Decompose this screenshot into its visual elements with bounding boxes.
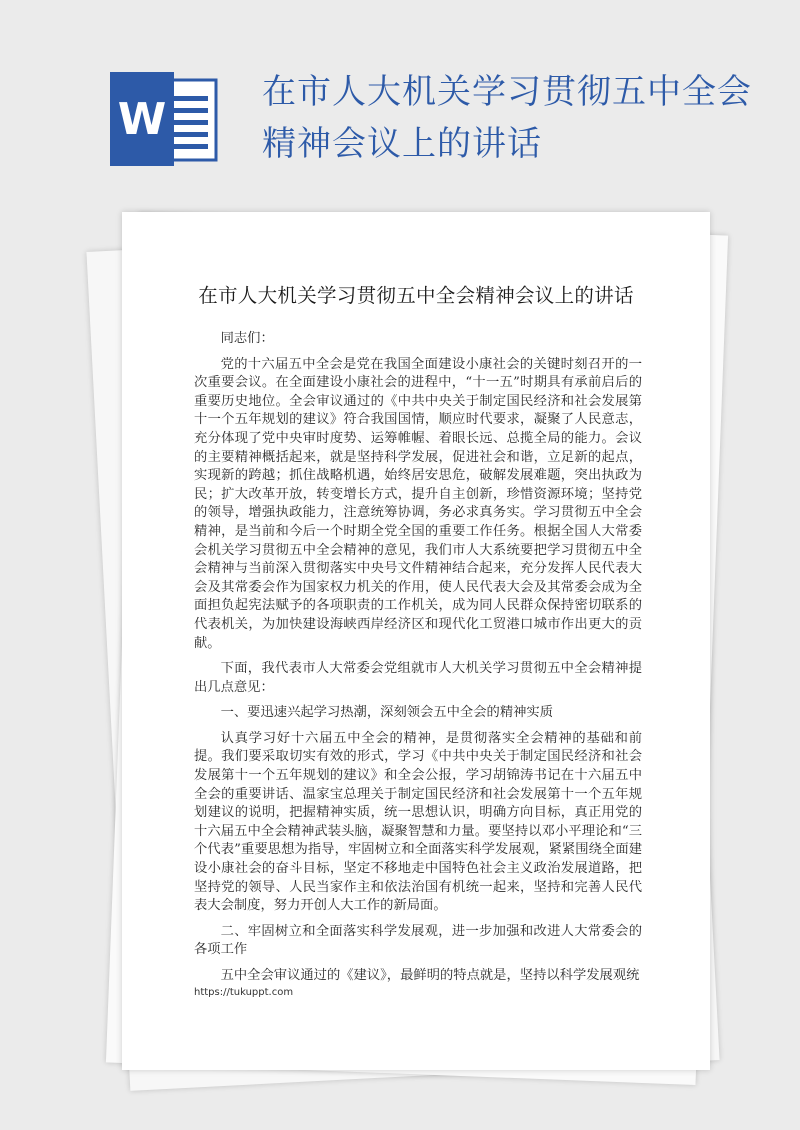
document-title: 在市人大机关学习贯彻五中全会精神会议上的讲话 [198,284,634,307]
word-logo-letter: W [117,94,167,145]
section-heading: 一、要迅速兴起学习热潮，深刻领会五中全会的精神实质 [220,705,554,721]
document-page [122,212,710,1070]
paragraph: 认真学习好十六届五中全会的精神，是贯彻落实全会精神的基础和前提。我们要采取切实有效的形式，学习《中共中央关于制定国民经济和社会发展第十一个五年规划的建议》和全会公报，学习胡锦涛书记在十六届五中全会的重要讲话、温家宝总理关于制定国民经济和社会发展第十一个五年规划建议的说明，把握精神实质，统一思想认识，明确方向目标，真正用党的十六届五中全会精神武装头脑，凝聚智慧和力量。要坚持以邓小平理论和“三个代表”重要思想为指导，牢固树立和全面落实科学发展观，紧紧围绕全面建设小康社会的奋斗目标，坚定不移地走中国特色社会主义政治发展道路，把坚持党的领导、人民当家作主和依法治国有机统一起来，坚持和完善人民代表大会制度，努力开创人大工作的新局面。 [194,730,642,914]
paragraph-salutation: 同志们： [220,331,274,346]
document-body [194,330,642,993]
paragraph: 五中全会审议通过的《建议》，最鲜明的特点就是，坚持以科学发展观统 [220,968,640,983]
section-heading: 二、牢固树立和全面落实科学发展观，进一步加强和改进人大常委会的各项工作 [194,923,642,958]
page-title: 在市人大机关学习贯彻五中全会精神会议上的讲话 [262,72,752,164]
paragraph: 下面，我代表市人大常委会党组就市人大机关学习贯彻五中全会精神提出几点意见： [194,661,642,695]
word-document-icon [108,70,220,168]
footer-url: https://tukuppt.com [194,987,294,998]
paragraph: 党的十六届五中全会是党在我国全面建设小康社会的关键时刻召开的一次重要会议。在全面建设小康社会的进程中，“十一五”时期具有承前启后的重要历史地位。全会审议通过的《中共中央关于制定国民经济和社会发展第十一个五年规划的建议》符合我国国情，顺应时代要求，凝聚了人民意志，充分体现了党中央审时度势、运筹帷幄、着眼长远、总揽全局的能力。会议的主要精神概括起来，就是坚持科学发展，促进社会和谐，立足新的起点，实现新的跨越；抓住战略机遇，始终居安思危，破解发展难题，突出执政为民；扩大改革开放，转变增长方式，提升自主创新，珍惜资源环境；坚持党的领导，增强执政能力，注意统筹协调，务必求真务实。学习贯彻五中全会精神，是当前和今后一个时期全党全国的重要工作任务。根据全国人大常委会机关学习贯彻五中全会精神的意见，我们市人大系统要把学习贯彻五中全会精神与当前深入贯彻落实中央号文件精神结合起来，充分发挥人民代表大会及其常委会作为国家权力机关的作用，使人民代表大会及其常委会成为全面担负起宪法赋予的各项职责的工作机关，成为同人民群众保持密切联系的代表机关，为加快建设海峡西岸经济区和现代化工贸港口城市作出更大的贡献。 [194,356,642,651]
